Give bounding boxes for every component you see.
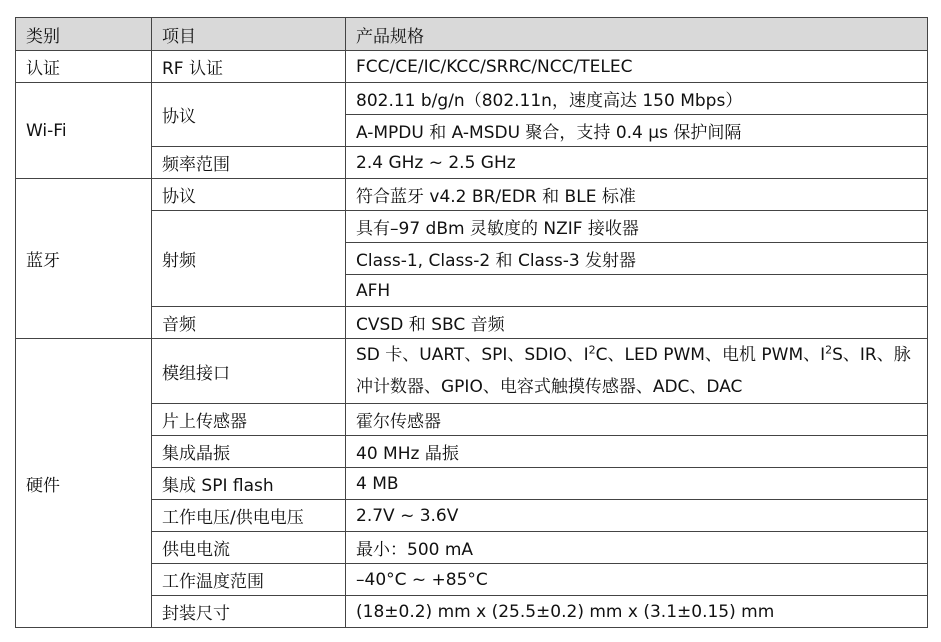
table-row: [16, 51, 928, 83]
table-row: [16, 436, 928, 468]
interface-text-a: SD 卡、UART、SPI、SDIO、I: [356, 345, 589, 365]
item-current: 供电电流: [152, 532, 346, 564]
value-wifi-protocol-2: A-MPDU 和 A-MSDU 聚合，支持 0.4 µs 保护间隔: [346, 115, 928, 147]
item-bt-rf: 射频: [152, 211, 346, 307]
item-spi-flash: 集成 SPI flash: [152, 468, 346, 500]
interface-sup-1: 2: [588, 343, 596, 357]
table-row: [16, 564, 928, 596]
value-bt-audio: CVSD 和 SBC 音频: [346, 307, 928, 339]
category-certification: 认证: [16, 51, 152, 83]
table-row: [16, 532, 928, 564]
item-crystal: 集成晶振: [152, 436, 346, 468]
table-row: [16, 307, 928, 339]
item-rf-certification: RF 认证: [152, 51, 346, 83]
category-wifi: Wi-Fi: [16, 83, 152, 179]
table-row: [16, 404, 928, 436]
spec-table: [15, 17, 928, 628]
table-row: [16, 211, 928, 243]
item-module-interface: 模组接口: [152, 339, 346, 404]
value-voltage: 2.7V ~ 3.6V: [346, 500, 928, 532]
category-hardware: 硬件: [16, 339, 152, 628]
interface-text-b: C、LED PWM、电机 PWM、I: [595, 345, 826, 365]
header-item: 项目: [152, 18, 346, 51]
value-bt-rf-1: 具有–97 dBm 灵敏度的 NZIF 接收器: [346, 211, 928, 243]
value-temperature: –40°C ~ +85°C: [346, 564, 928, 596]
table-row: [16, 596, 928, 628]
interface-sup-2: 2: [825, 343, 833, 357]
value-bt-rf-3: AFH: [346, 275, 928, 307]
table-row: [16, 147, 928, 179]
value-crystal: 40 MHz 晶振: [346, 436, 928, 468]
category-bluetooth: 蓝牙: [16, 179, 152, 339]
item-wifi-frequency: 频率范围: [152, 147, 346, 179]
value-wifi-protocol-1: 802.11 b/g/n（802.11n，速度高达 150 Mbps）: [346, 83, 928, 115]
header-category: 类别: [16, 18, 152, 51]
table-row: [16, 83, 928, 115]
value-rf-certification: FCC/CE/IC/KCC/SRRC/NCC/TELEC: [346, 51, 928, 83]
item-package-size: 封装尺寸: [152, 596, 346, 628]
item-bt-audio: 音频: [152, 307, 346, 339]
interface-text-c: S、IR、脉冲计数器、GPIO、电容式触摸传感器、ADC、DAC: [356, 345, 911, 397]
value-spi-flash: 4 MB: [346, 468, 928, 500]
value-package-size: (18±0.2) mm x (25.5±0.2) mm x (3.1±0.15) mm: [346, 596, 928, 628]
item-temperature: 工作温度范围: [152, 564, 346, 596]
item-wifi-protocol: 协议: [152, 83, 346, 147]
value-onchip-sensor: 霍尔传感器: [346, 404, 928, 436]
item-onchip-sensor: 片上传感器: [152, 404, 346, 436]
table-row: [16, 468, 928, 500]
item-bt-protocol: 协议: [152, 179, 346, 211]
table-header-row: [16, 18, 928, 51]
value-current: 最小：500 mA: [346, 532, 928, 564]
header-spec: 产品规格: [346, 18, 928, 51]
value-module-interface: [346, 339, 928, 404]
value-bt-rf-2: Class-1, Class-2 和 Class-3 发射器: [346, 243, 928, 275]
table-row: [16, 179, 928, 211]
value-wifi-frequency: 2.4 GHz ~ 2.5 GHz: [346, 147, 928, 179]
item-voltage: 工作电压/供电电压: [152, 500, 346, 532]
value-bt-protocol: 符合蓝牙 v4.2 BR/EDR 和 BLE 标准: [346, 179, 928, 211]
table-row: [16, 339, 928, 404]
table-row: [16, 500, 928, 532]
